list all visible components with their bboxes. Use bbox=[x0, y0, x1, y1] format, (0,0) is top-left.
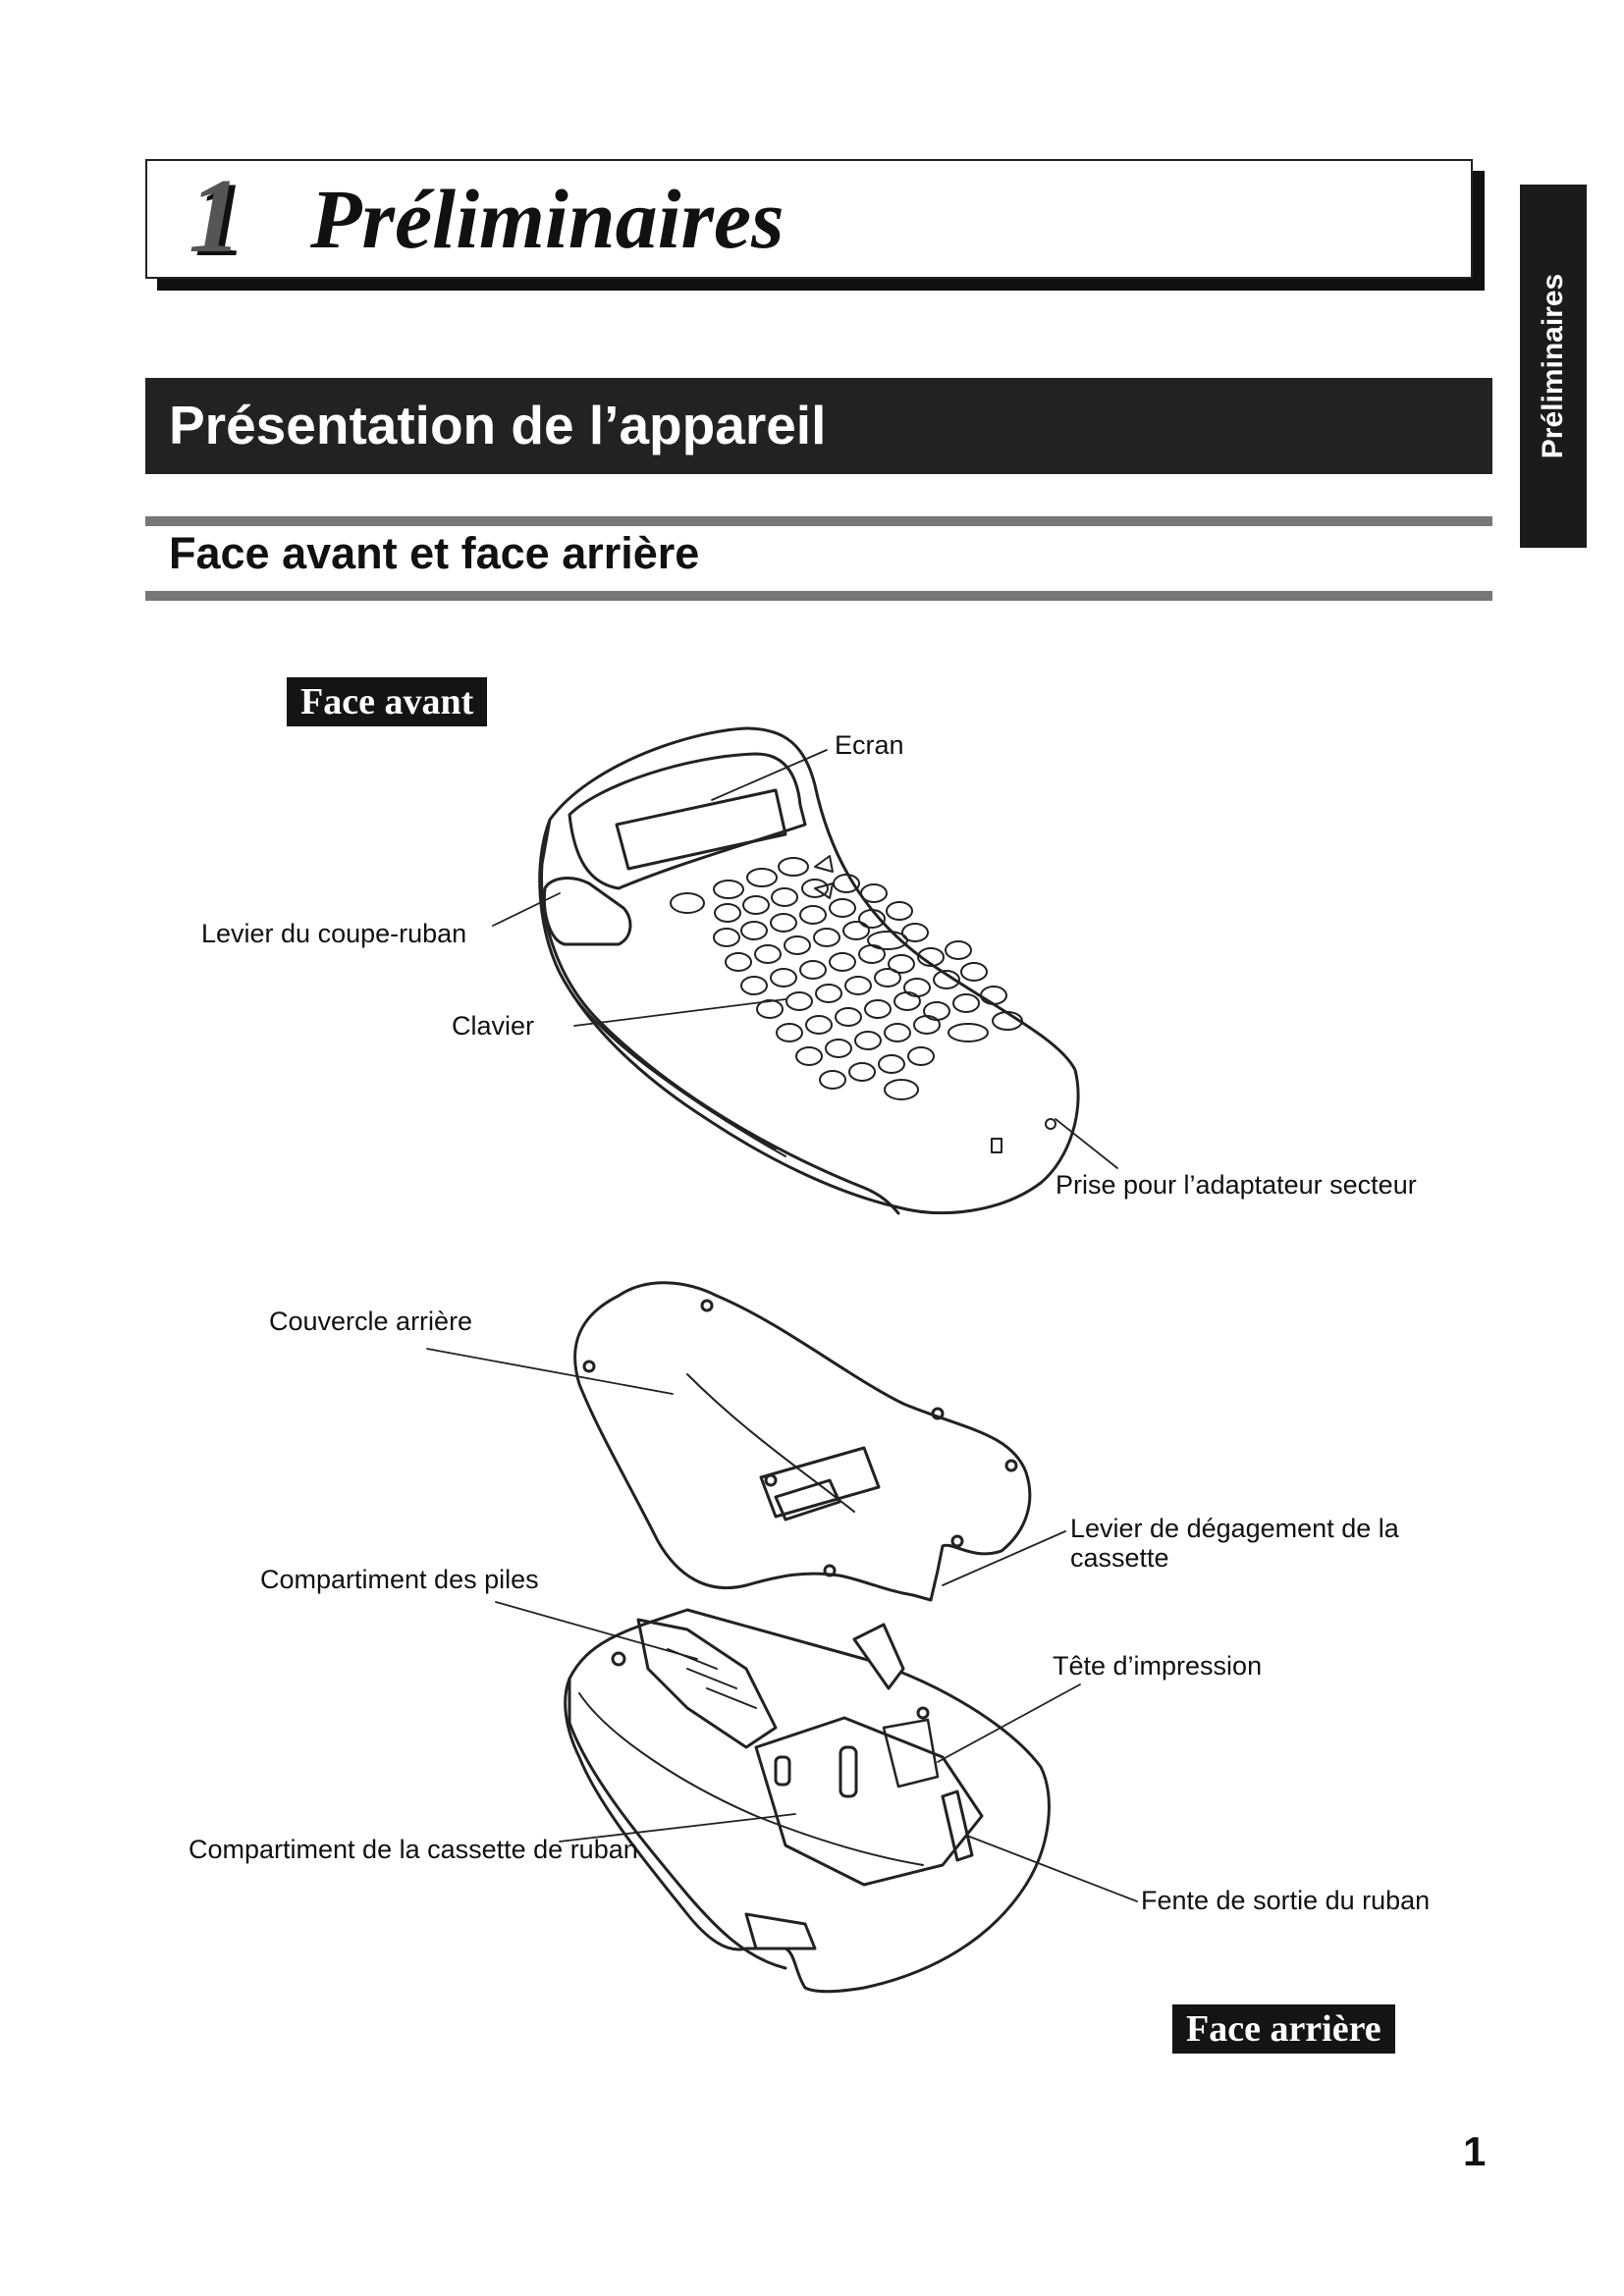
callout-couvercle-arriere: Couvercle arrière bbox=[269, 1307, 473, 1336]
callout-clavier: Clavier bbox=[452, 1011, 535, 1041]
base-illustration bbox=[566, 1610, 1050, 1992]
callout-leader-lines bbox=[427, 750, 1137, 1901]
subsection-title: Face avant et face arrière bbox=[169, 528, 700, 578]
side-tab-label: Préliminaires bbox=[1537, 273, 1569, 459]
chapter-number: 1 bbox=[189, 158, 242, 275]
callout-fente-sortie: Fente de sortie du ruban bbox=[1141, 1886, 1431, 1915]
front-view-badge: Face avant bbox=[287, 677, 487, 726]
back-view-badge: Face arrière bbox=[1172, 2004, 1395, 2054]
keyboard-illustration bbox=[671, 856, 1022, 1099]
page-number: 1 bbox=[1463, 2128, 1487, 2174]
front-device-illustration bbox=[540, 728, 1078, 1213]
callout-levier-degagement-line1: Levier de dégagement de la bbox=[1070, 1514, 1399, 1543]
chapter-title: Préliminaires bbox=[310, 172, 785, 266]
callout-ecran: Ecran bbox=[835, 730, 904, 760]
callout-levier-coupe-ruban: Levier du coupe-ruban bbox=[201, 919, 467, 948]
rear-cover-illustration bbox=[575, 1283, 1030, 1600]
callout-tete-impression: Tête d’impression bbox=[1053, 1651, 1263, 1681]
callout-levier-degagement-line2: cassette bbox=[1070, 1543, 1169, 1573]
callout-prise-adaptateur: Prise pour l’adaptateur secteur bbox=[1056, 1170, 1417, 1200]
callout-compartiment-piles: Compartiment des piles bbox=[260, 1565, 539, 1594]
callout-compartiment-cassette: Compartiment de la cassette de ruban bbox=[189, 1835, 638, 1864]
section-title: Présentation de l’appareil bbox=[169, 395, 827, 455]
